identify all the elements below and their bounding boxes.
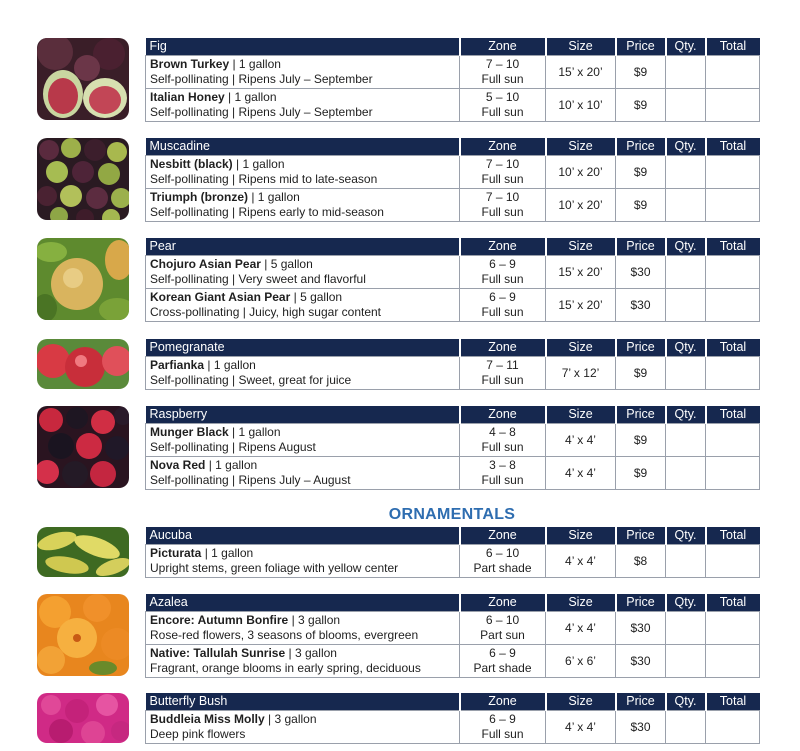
total-field[interactable] bbox=[706, 545, 760, 578]
size-header: Size bbox=[546, 594, 616, 612]
light-value: Full sun bbox=[481, 105, 524, 119]
zone-header: Zone bbox=[460, 38, 546, 56]
size-cell: 7’ x 12’ bbox=[546, 357, 616, 390]
table-row bbox=[146, 711, 760, 744]
aucuba-photo bbox=[37, 527, 129, 577]
product-name: Encore: Autumn Bonfire bbox=[150, 613, 289, 627]
size-cell: 15’ x 20’ bbox=[546, 56, 616, 89]
total-field[interactable] bbox=[706, 424, 760, 457]
table-row bbox=[146, 457, 760, 490]
qty-field[interactable] bbox=[666, 189, 706, 222]
table-header bbox=[146, 138, 760, 156]
product-container: | 1 gallon bbox=[232, 157, 285, 171]
azalea-photo bbox=[37, 594, 129, 676]
zone-cell bbox=[460, 56, 546, 89]
product-cell bbox=[146, 545, 460, 578]
table-row bbox=[146, 357, 760, 390]
table-header bbox=[146, 527, 760, 545]
product-description: Self-pollinating | Very sweet and flavorful bbox=[150, 272, 366, 286]
size-cell: 4’ x 4’ bbox=[546, 424, 616, 457]
product-name: Parfianka bbox=[150, 358, 205, 372]
total-header: Total bbox=[706, 406, 760, 424]
table-row bbox=[146, 612, 760, 645]
product-name: Nesbitt (black) bbox=[150, 157, 233, 171]
product-container: | 1 gallon bbox=[224, 90, 277, 104]
table-header bbox=[146, 693, 760, 711]
size-header: Size bbox=[546, 138, 616, 156]
total-field[interactable] bbox=[706, 457, 760, 490]
total-header: Total bbox=[706, 38, 760, 56]
pear-table bbox=[145, 238, 760, 322]
light-value: Full sun bbox=[481, 72, 524, 86]
table-row bbox=[146, 545, 760, 578]
size-cell: 15’ x 20’ bbox=[546, 289, 616, 322]
qty-header: Qty. bbox=[666, 406, 706, 424]
size-header: Size bbox=[546, 527, 616, 545]
size-cell: 10’ x 20’ bbox=[546, 189, 616, 222]
raspberry-table bbox=[145, 406, 760, 490]
zone-value: 7 – 10 bbox=[485, 190, 520, 204]
product-container: | 3 gallon bbox=[264, 712, 317, 726]
total-field[interactable] bbox=[706, 645, 760, 678]
zone-value: 6 – 9 bbox=[489, 290, 516, 304]
zone-value: 3 – 8 bbox=[489, 458, 516, 472]
group-title: Pomegranate bbox=[146, 339, 460, 357]
price-cell: $9 bbox=[616, 357, 666, 390]
product-description: Upright stems, green foliage with yellow center bbox=[150, 561, 399, 575]
size-cell: 10’ x 10’ bbox=[546, 89, 616, 122]
group-title: Azalea bbox=[146, 594, 460, 612]
price-cell: $30 bbox=[616, 612, 666, 645]
size-cell: 10’ x 20’ bbox=[546, 156, 616, 189]
size-cell: 4’ x 4’ bbox=[546, 612, 616, 645]
size-header: Size bbox=[546, 406, 616, 424]
zone-value: 5 – 10 bbox=[485, 90, 520, 104]
qty-header: Qty. bbox=[666, 693, 706, 711]
product-container: | 1 gallon bbox=[228, 425, 281, 439]
product-container: | 1 gallon bbox=[229, 57, 281, 71]
qty-header: Qty. bbox=[666, 527, 706, 545]
zone-header: Zone bbox=[460, 527, 546, 545]
group-title: Muscadine bbox=[146, 138, 460, 156]
product-cell bbox=[146, 711, 460, 744]
price-cell: $9 bbox=[616, 424, 666, 457]
total-header: Total bbox=[706, 339, 760, 357]
size-cell: 6’ x 6’ bbox=[546, 645, 616, 678]
zone-cell bbox=[460, 457, 546, 490]
price-cell: $9 bbox=[616, 189, 666, 222]
product-name: Italian Honey bbox=[150, 90, 225, 104]
table-row bbox=[146, 56, 760, 89]
qty-field[interactable] bbox=[666, 457, 706, 490]
pomegranate-photo bbox=[37, 339, 129, 389]
table-row bbox=[146, 156, 760, 189]
total-header: Total bbox=[706, 238, 760, 256]
price-header: Price bbox=[616, 38, 666, 56]
zone-cell bbox=[460, 645, 546, 678]
price-cell: $8 bbox=[616, 545, 666, 578]
price-header: Price bbox=[616, 527, 666, 545]
zone-cell bbox=[460, 89, 546, 122]
table-row bbox=[146, 289, 760, 322]
zone-value: 6 – 10 bbox=[485, 613, 520, 627]
product-cell bbox=[146, 56, 460, 89]
light-value: Full sun bbox=[481, 373, 524, 387]
product-cell bbox=[146, 457, 460, 490]
total-field[interactable] bbox=[706, 612, 760, 645]
qty-field[interactable] bbox=[666, 545, 706, 578]
azalea-table bbox=[145, 594, 760, 678]
product-container: | 5 gallon bbox=[290, 290, 343, 304]
product-container: | 1 gallon bbox=[201, 546, 254, 560]
pear-photo bbox=[37, 238, 129, 320]
qty-field[interactable] bbox=[666, 289, 706, 322]
product-description: Self-pollinating | Ripens July – August bbox=[150, 473, 351, 487]
zone-value: 4 – 8 bbox=[489, 425, 516, 439]
butterfly-bush-photo bbox=[37, 693, 129, 743]
product-container: | 5 gallon bbox=[260, 257, 313, 271]
group-title: Fig bbox=[146, 38, 460, 56]
light-value: Full sun bbox=[481, 305, 524, 319]
product-name: Picturata bbox=[150, 546, 202, 560]
total-field[interactable] bbox=[706, 289, 760, 322]
zone-header: Zone bbox=[460, 693, 546, 711]
product-description: Cross-pollinating | Juicy, high sugar content bbox=[150, 305, 382, 319]
qty-field[interactable] bbox=[666, 711, 706, 744]
price-cell: $30 bbox=[616, 256, 666, 289]
table-header bbox=[146, 594, 760, 612]
product-name: Native: Tallulah Sunrise bbox=[150, 646, 286, 660]
table-header bbox=[146, 406, 760, 424]
total-field[interactable] bbox=[706, 711, 760, 744]
qty-field[interactable] bbox=[666, 424, 706, 457]
total-field[interactable] bbox=[706, 189, 760, 222]
zone-value: 6 – 9 bbox=[489, 712, 516, 726]
pomegranate-table bbox=[145, 339, 760, 390]
total-field[interactable] bbox=[706, 256, 760, 289]
muscadine-photo bbox=[37, 138, 129, 220]
total-field[interactable] bbox=[706, 56, 760, 89]
product-description: Self-pollinating | Ripens July – September bbox=[150, 105, 373, 119]
price-header: Price bbox=[616, 594, 666, 612]
price-header: Price bbox=[616, 339, 666, 357]
price-cell: $9 bbox=[616, 457, 666, 490]
product-name: Korean Giant Asian Pear bbox=[150, 290, 291, 304]
light-value: Full sun bbox=[481, 440, 524, 454]
product-container: | 3 gallon bbox=[285, 646, 337, 660]
qty-header: Qty. bbox=[666, 238, 706, 256]
table-header bbox=[146, 38, 760, 56]
size-cell: 4’ x 4’ bbox=[546, 545, 616, 578]
price-cell: $30 bbox=[616, 711, 666, 744]
price-cell: $9 bbox=[616, 56, 666, 89]
zone-header: Zone bbox=[460, 594, 546, 612]
table-header bbox=[146, 238, 760, 256]
product-cell bbox=[146, 289, 460, 322]
light-value: Part sun bbox=[480, 628, 525, 642]
product-name: Buddleia Miss Molly bbox=[150, 712, 265, 726]
zone-cell bbox=[460, 156, 546, 189]
price-cell: $30 bbox=[616, 289, 666, 322]
qty-field[interactable] bbox=[666, 89, 706, 122]
group-title: Raspberry bbox=[146, 406, 460, 424]
price-header: Price bbox=[616, 138, 666, 156]
zone-value: 7 – 11 bbox=[486, 358, 519, 372]
qty-field[interactable] bbox=[666, 357, 706, 390]
size-cell: 15’ x 20’ bbox=[546, 256, 616, 289]
product-container: | 1 gallon bbox=[204, 358, 256, 372]
total-header: Total bbox=[706, 138, 760, 156]
product-description: Self-pollinating | Ripens mid to late-season bbox=[150, 172, 378, 186]
total-field[interactable] bbox=[706, 89, 760, 122]
raspberry-photo bbox=[37, 406, 129, 488]
product-cell bbox=[146, 612, 460, 645]
price-header: Price bbox=[616, 693, 666, 711]
group-title: Butterfly Bush bbox=[146, 693, 460, 711]
qty-header: Qty. bbox=[666, 594, 706, 612]
table-row bbox=[146, 645, 760, 678]
table-header bbox=[146, 339, 760, 357]
product-name: Munger Black bbox=[150, 425, 229, 439]
qty-field[interactable] bbox=[666, 256, 706, 289]
size-cell: 4’ x 4’ bbox=[546, 457, 616, 490]
qty-header: Qty. bbox=[666, 138, 706, 156]
size-header: Size bbox=[546, 693, 616, 711]
zone-cell bbox=[460, 545, 546, 578]
product-container: | 1 gallon bbox=[248, 190, 300, 204]
qty-field[interactable] bbox=[666, 156, 706, 189]
light-value: Full sun bbox=[481, 727, 524, 741]
zone-value: 7 – 10 bbox=[485, 157, 520, 171]
light-value: Full sun bbox=[481, 473, 524, 487]
product-cell bbox=[146, 357, 460, 390]
product-description: Self-pollinating | Sweet, great for juice bbox=[150, 373, 352, 387]
light-value: Full sun bbox=[481, 272, 524, 286]
price-cell: $9 bbox=[616, 89, 666, 122]
product-name: Triumph (bronze) bbox=[150, 190, 248, 204]
table-row bbox=[146, 256, 760, 289]
table-row bbox=[146, 189, 760, 222]
zone-header: Zone bbox=[460, 339, 546, 357]
zone-value: 7 – 10 bbox=[485, 57, 520, 71]
light-value: Full sun bbox=[481, 172, 524, 186]
zone-cell bbox=[460, 357, 546, 390]
price-cell: $9 bbox=[616, 156, 666, 189]
qty-header: Qty. bbox=[666, 38, 706, 56]
product-cell bbox=[146, 156, 460, 189]
zone-value: 6 – 9 bbox=[489, 646, 516, 660]
group-title: Aucuba bbox=[146, 527, 460, 545]
product-description: Self-pollinating | Ripens early to mid-season bbox=[150, 205, 384, 219]
fig-table bbox=[145, 38, 760, 122]
size-header: Size bbox=[546, 339, 616, 357]
product-cell bbox=[146, 256, 460, 289]
qty-header: Qty. bbox=[666, 339, 706, 357]
size-cell: 4’ x 4’ bbox=[546, 711, 616, 744]
zone-value: 6 – 10 bbox=[485, 546, 520, 560]
zone-cell bbox=[460, 289, 546, 322]
zone-header: Zone bbox=[460, 238, 546, 256]
table-row bbox=[146, 424, 760, 457]
product-cell bbox=[146, 424, 460, 457]
zone-header: Zone bbox=[460, 406, 546, 424]
price-cell: $30 bbox=[616, 645, 666, 678]
total-field[interactable] bbox=[706, 156, 760, 189]
qty-field[interactable] bbox=[666, 645, 706, 678]
zone-cell bbox=[460, 189, 546, 222]
total-header: Total bbox=[706, 527, 760, 545]
zone-value: 6 – 9 bbox=[489, 257, 516, 271]
fig-photo bbox=[37, 38, 129, 120]
product-cell bbox=[146, 89, 460, 122]
muscadine-table bbox=[145, 138, 760, 222]
table-row bbox=[146, 89, 760, 122]
zone-cell bbox=[460, 256, 546, 289]
product-description: Deep pink flowers bbox=[150, 727, 246, 741]
zone-header: Zone bbox=[460, 138, 546, 156]
total-header: Total bbox=[706, 594, 760, 612]
product-name: Brown Turkey bbox=[150, 57, 230, 71]
light-value: Part shade bbox=[473, 661, 532, 675]
size-header: Size bbox=[546, 238, 616, 256]
product-description: Fragrant, orange blooms in early spring, deciduous bbox=[150, 661, 421, 675]
product-container: | 3 gallon bbox=[288, 613, 341, 627]
qty-field[interactable] bbox=[666, 612, 706, 645]
zone-cell bbox=[460, 612, 546, 645]
product-cell bbox=[146, 189, 460, 222]
group-title: Pear bbox=[146, 238, 460, 256]
total-header: Total bbox=[706, 693, 760, 711]
price-header: Price bbox=[616, 238, 666, 256]
product-description: Self-pollinating | Ripens July – September bbox=[150, 72, 373, 86]
product-name: Nova Red bbox=[150, 458, 206, 472]
zone-cell bbox=[460, 424, 546, 457]
product-description: Self-pollinating | Ripens August bbox=[150, 440, 316, 454]
price-header: Price bbox=[616, 406, 666, 424]
product-name: Chojuro Asian Pear bbox=[150, 257, 261, 271]
total-field[interactable] bbox=[706, 357, 760, 390]
size-header: Size bbox=[546, 38, 616, 56]
product-container: | 1 gallon bbox=[205, 458, 258, 472]
qty-field[interactable] bbox=[666, 56, 706, 89]
product-cell bbox=[146, 645, 460, 678]
ornamentals-heading: ORNAMENTALS bbox=[388, 506, 516, 523]
product-description: Rose-red flowers, 3 seasons of blooms, evergreen bbox=[150, 628, 419, 642]
butterfly-bush-table bbox=[145, 693, 760, 744]
zone-cell bbox=[460, 711, 546, 744]
aucuba-table bbox=[145, 527, 760, 578]
light-value: Part shade bbox=[473, 561, 532, 575]
light-value: Full sun bbox=[481, 205, 524, 219]
